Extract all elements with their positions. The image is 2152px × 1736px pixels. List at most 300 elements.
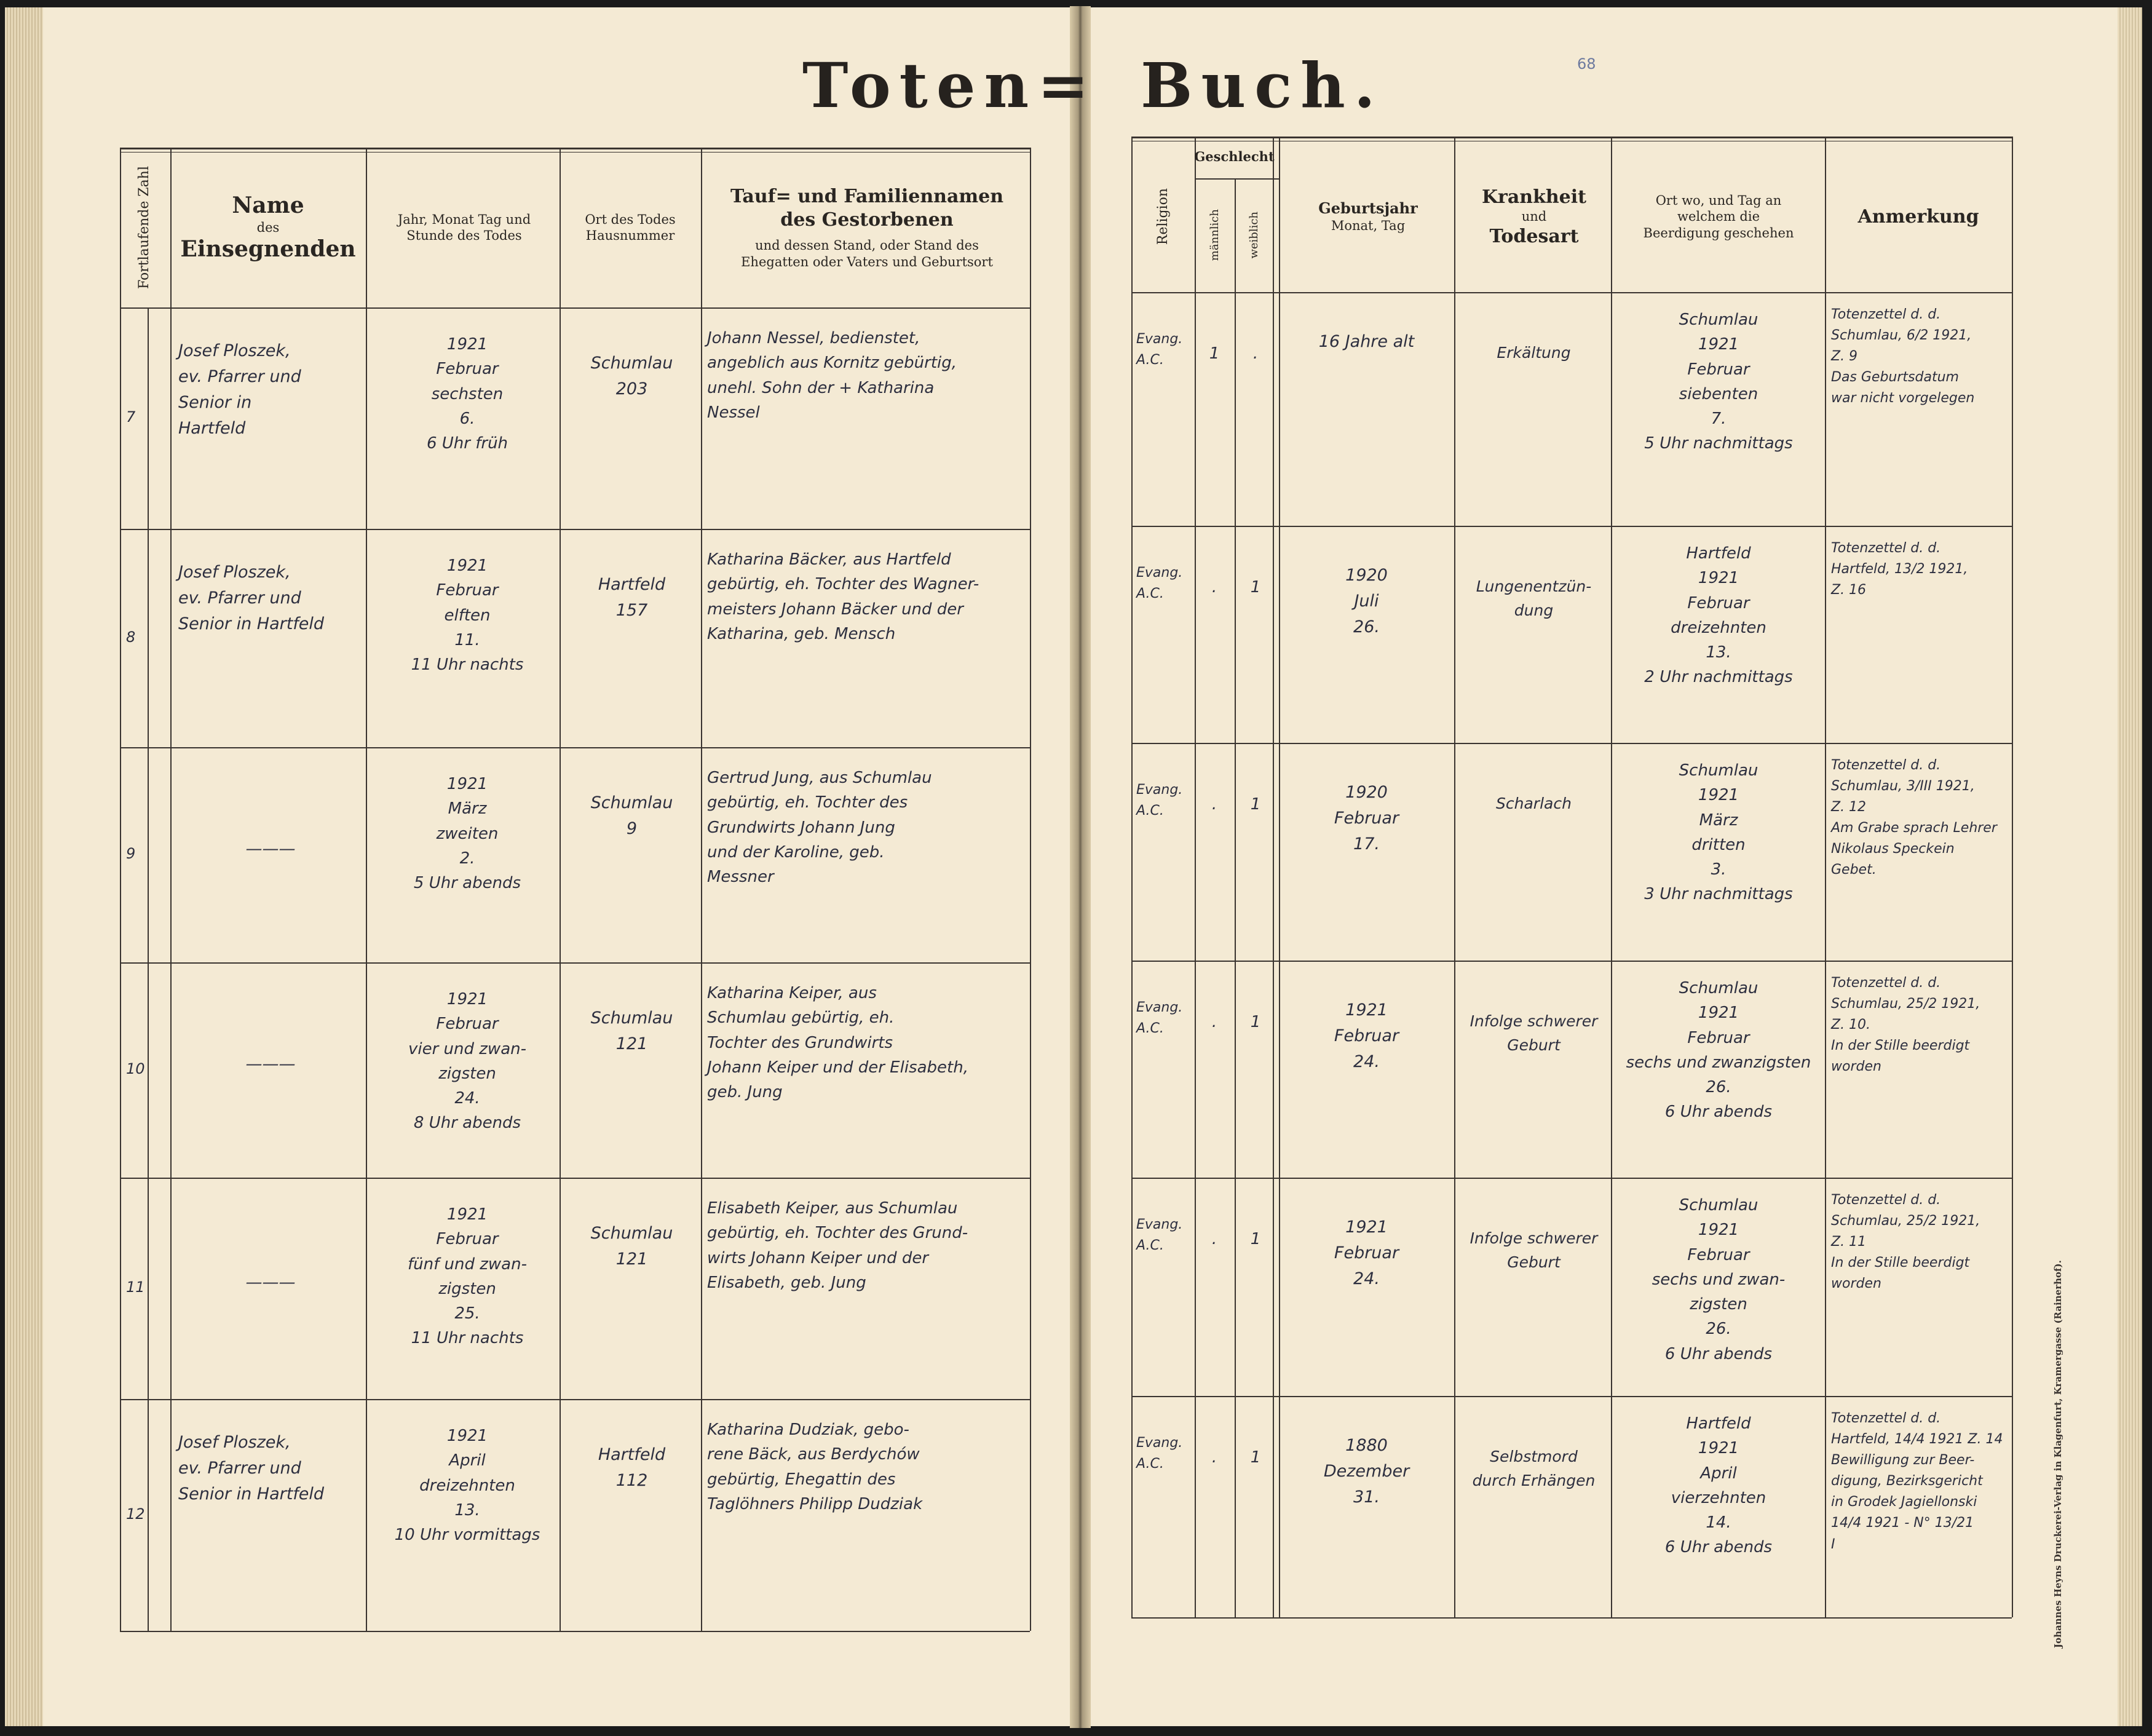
deceased-details-line: Taglöhners Philipp Dudziak (707, 1494, 923, 1513)
officiant-name (178, 1430, 363, 1507)
death-date-line: Februar (436, 360, 499, 379)
birth-date-line: Dezember (1323, 1461, 1410, 1481)
remarks-line: Z. 16 (1831, 582, 1867, 598)
birth-date-line: Juli (1354, 591, 1379, 611)
religion (1136, 780, 1192, 822)
sex-male (1196, 1445, 1233, 1470)
burial-line: April (1700, 1464, 1737, 1483)
officiant-name-line: ev. Pfarrer und (178, 367, 301, 386)
death-place (566, 351, 698, 402)
death-date (378, 987, 556, 1136)
burial-line: Hartfeld (1686, 544, 1751, 563)
birth-date-line: 1920 (1345, 783, 1388, 802)
header-birth-sub: Monat, Tag (1331, 218, 1406, 234)
remarks-line: Z. 12 (1831, 799, 1867, 815)
row-number (126, 1058, 144, 1080)
row-divider-line (1131, 961, 2012, 962)
burial-line: Februar (1687, 593, 1750, 612)
officiant-name (178, 560, 363, 637)
illness-line: dung (1514, 601, 1554, 619)
death-date-line: 8 Uhr abends (413, 1114, 521, 1133)
birth-date-line: 26. (1353, 617, 1380, 636)
birth-date-line: Februar (1334, 808, 1399, 828)
officiant-name-line: Hartfeld (178, 418, 246, 438)
birth-date (1282, 1433, 1451, 1510)
deceased-details (707, 1196, 1027, 1295)
column-divider-line (170, 148, 172, 1631)
burial-line: 1921 (1698, 1439, 1739, 1458)
death-date-line: Februar (436, 1230, 499, 1249)
remarks-line: war nicht vorgelegen (1831, 390, 1975, 406)
burial-line: 3 Uhr nachmittags (1644, 885, 1793, 904)
deceased-details (707, 326, 1027, 425)
sex-male-line: 1 (1209, 344, 1220, 363)
illness-line: Selbstmord (1490, 1448, 1578, 1465)
deceased-details-line: Katharina Bäcker, aus Hartfeld (707, 550, 951, 569)
death-date-line: 11 Uhr nachts (411, 656, 524, 675)
sex-female (1237, 575, 1274, 600)
sex-male-line: . (1211, 1448, 1217, 1467)
death-date-line: dreizehnten (419, 1476, 515, 1495)
death-place-line: 157 (615, 600, 648, 620)
death-place (566, 1442, 698, 1494)
sex-female (1237, 1227, 1274, 1251)
remarks (1831, 538, 2011, 601)
death-date-line: 13. (454, 1500, 480, 1520)
burial-line: 1921 (1698, 1221, 1739, 1240)
header-sex (1196, 138, 1273, 175)
printer-imprint: Johannes Heyns Druckerei-Verlag in Klagenfurt, Kramergasse (Rainerhof). (2052, 1260, 2063, 1648)
officiant-name-line: ——— (245, 1273, 296, 1292)
death-date-line: 1921 (446, 1427, 488, 1445)
death-date (378, 553, 556, 677)
remarks (1831, 755, 2011, 881)
remarks (1831, 1190, 2011, 1294)
column-divider-line (560, 148, 561, 1631)
illness (1458, 1010, 1609, 1058)
religion-line: Evang. (1136, 1435, 1183, 1451)
deceased-details (707, 547, 1027, 646)
header-burial (1614, 141, 1823, 292)
religion-line: Evang. (1136, 1000, 1183, 1015)
burial (1614, 1193, 1823, 1366)
header-officiant-of: des (256, 220, 280, 235)
number-inner-line (148, 307, 149, 1631)
remarks-line: Z. 10. (1831, 1017, 1871, 1033)
death-place-line: 203 (615, 379, 648, 398)
deceased-details (707, 766, 1027, 889)
death-date-line: sechsten (431, 384, 504, 403)
row-number (126, 842, 144, 865)
column-divider-line (1030, 148, 1031, 1631)
header-religion-text: Religion (1155, 188, 1171, 245)
remarks-line: Hartfeld, 14/4 1921 Z. 14 (1831, 1432, 2003, 1448)
burial-line: Februar (1687, 1028, 1750, 1047)
officiant-name (178, 1270, 363, 1296)
deceased-details-line: gebürtig, eh. Tochter des Grund- (707, 1224, 968, 1243)
deceased-details-line: Johann Nessel, bedienstet, (707, 329, 920, 347)
header-deceased-desc: und dessen Stand, oder Stand des Ehegatten oder Vaters und Geburtsort (741, 238, 993, 269)
burial-line: 6 Uhr abends (1664, 1538, 1773, 1557)
birth-date (1282, 997, 1451, 1075)
header-remarks (1826, 141, 2011, 292)
header-burial-text: Ort wo, und Tag an welchem die Beerdigung geschehen (1643, 193, 1794, 240)
row-number-line: 10 (126, 1060, 145, 1077)
death-date (378, 1202, 556, 1351)
illness-line: Infolge schwerer (1470, 1229, 1598, 1247)
column-divider-line (701, 148, 702, 1631)
officiant-name-line: Senior in (178, 392, 252, 412)
deceased-details-line: angeblich aus Kornitz gebürtig, (707, 354, 957, 373)
death-place (566, 572, 698, 624)
row-divider-line (1131, 1396, 2012, 1397)
burial-line: sechs und zwan- (1652, 1270, 1786, 1289)
death-date-line: 6 Uhr früh (426, 434, 508, 453)
death-place-line: Schumlau (590, 793, 673, 812)
remarks (1831, 1408, 2011, 1555)
religion-line: A.C. (1136, 803, 1164, 819)
burial-line: Schumlau (1679, 1196, 1758, 1215)
death-place-line: Schumlau (590, 1009, 673, 1028)
deceased-details-line: Nessel (707, 403, 760, 422)
header-illness-und: und (1521, 209, 1547, 224)
death-date-line: 1921 (446, 557, 488, 575)
sex-male (1196, 1227, 1233, 1251)
sex-male (1196, 575, 1233, 600)
officiant-name-line: Josef Ploszek, (178, 1433, 291, 1452)
remarks (1831, 304, 2011, 409)
deceased-details-line: Katharina Dudziak, gebo- (707, 1421, 909, 1439)
row-number-line: 8 (126, 628, 136, 646)
remarks-line: Schumlau, 3/III 1921, (1831, 779, 1975, 795)
illness-line: Erkältung (1497, 344, 1571, 362)
remarks (1831, 973, 2011, 1077)
death-place-line: Schumlau (590, 354, 673, 373)
burial-line: 1921 (1698, 335, 1739, 354)
row-number (126, 1276, 144, 1299)
religion-line: Evang. (1136, 782, 1183, 798)
officiant-name-line: Josef Ploszek, (178, 341, 291, 360)
row-number (126, 406, 144, 429)
remarks-line: Z. 11 (1831, 1234, 1867, 1250)
burial-line: 5 Uhr nachmittags (1644, 434, 1793, 453)
column-divider-line (1611, 137, 1612, 1617)
illness-line: Lungenentzün- (1476, 577, 1592, 595)
sex-male-line: . (1211, 1230, 1217, 1248)
sex-female-line: 1 (1250, 1013, 1261, 1031)
header-deceased (704, 148, 1030, 307)
officiant-name-line: ——— (245, 1055, 296, 1074)
remarks-line: worden (1831, 1059, 1881, 1075)
header-birth-title: Geburtsjahr (1318, 199, 1418, 218)
deceased-details-line: Katharina, geb. Mensch (707, 624, 896, 643)
sex-female (1237, 1010, 1274, 1034)
burial (1614, 541, 1823, 690)
burial-line: 6 Uhr abends (1664, 1103, 1773, 1122)
sex-female-line: 1 (1250, 1230, 1261, 1248)
deceased-details-line: und der Karoline, geb. (707, 842, 885, 862)
row-number-line: 11 (126, 1278, 145, 1296)
header-death-time-text: Jahr, Monat Tag und Stunde des Todes (397, 212, 531, 243)
burial-line: 26. (1706, 1078, 1731, 1097)
header-illness (1457, 141, 1611, 292)
remarks-line: Totenzettel d. d. (1831, 1192, 1941, 1208)
death-date (378, 772, 556, 895)
officiant-name-line: ——— (245, 839, 296, 858)
remarks-line: Hartfeld, 13/2 1921, (1831, 561, 1968, 577)
death-place-line: Schumlau (590, 1224, 673, 1243)
header-deceased-sub: des Gestorbenen (780, 208, 954, 231)
illness (1458, 575, 1609, 623)
burial (1614, 758, 1823, 907)
deceased-details-line: Katharina Keiper, aus (707, 984, 877, 1002)
illness-line: Geburt (1507, 1036, 1561, 1054)
illness-line: durch Erhängen (1472, 1471, 1596, 1489)
officiant-name-line: ev. Pfarrer und (178, 1458, 301, 1478)
burial-line: 1921 (1698, 1004, 1739, 1023)
remarks-line: in Grodek Jagiellonski (1831, 1494, 1977, 1510)
birth-date-line: 24. (1353, 1052, 1380, 1071)
burial-line: 3. (1711, 860, 1727, 879)
deceased-details-line: geb. Jung (707, 1083, 783, 1102)
header-illness-title: Krankheit (1481, 186, 1587, 208)
burial-line: Februar (1687, 360, 1750, 379)
sex-female (1237, 341, 1274, 366)
remarks-line: In der Stille beerdigt (1831, 1038, 1970, 1054)
burial-line: März (1699, 811, 1738, 830)
remarks-line: Totenzettel d. d. (1831, 1411, 1941, 1426)
birth-date-line: 1921 (1345, 1001, 1388, 1020)
deceased-details-line: Schumlau gebürtig, eh. (707, 1009, 895, 1028)
column-divider-line (1454, 137, 1455, 1617)
birth-date-line: Februar (1334, 1243, 1399, 1262)
remarks-line: Bewilligung zur Beer- (1831, 1453, 1975, 1468)
deceased-details-line: unehl. Sohn der + Katharina (707, 378, 935, 397)
illness (1458, 1227, 1609, 1275)
deceased-details-line: Johann Keiper und der Elisabeth, (707, 1058, 968, 1077)
row-number (126, 626, 144, 649)
sex-female (1237, 1445, 1274, 1470)
religion-line: A.C. (1136, 586, 1164, 602)
column-divider-line (2012, 137, 2013, 1617)
deceased-details-line: gebürtig, eh. Tochter des (707, 793, 908, 812)
burial-line: vierzehnten (1671, 1488, 1766, 1507)
religion (1136, 1433, 1192, 1475)
religion-line: A.C. (1136, 1238, 1164, 1254)
column-divider-line (366, 148, 367, 1631)
deceased-details-line: rene Bäck, aus Berdychów (707, 1445, 920, 1464)
officiant-name-line: ev. Pfarrer und (178, 588, 301, 608)
header-male-text: männlich (1208, 209, 1222, 261)
remarks-line: I (1831, 1536, 1835, 1552)
illness (1458, 341, 1609, 365)
row-divider-line (1131, 1178, 2012, 1179)
birth-date-line: 31. (1353, 1487, 1380, 1507)
sex-column-divider (1235, 178, 1236, 1617)
death-date-line: 6. (459, 409, 475, 428)
deceased-details-line: gebürtig, eh. Tochter des Wagner- (707, 575, 979, 594)
row-divider-line (1131, 743, 2012, 744)
deceased-details-line: Elisabeth Keiper, aus Schumlau (707, 1199, 958, 1218)
remarks-line: Schumlau, 25/2 1921, (1831, 996, 1980, 1012)
officiant-name (178, 338, 363, 441)
illness-line: Geburt (1507, 1253, 1561, 1271)
sex-male-line: . (1211, 795, 1217, 814)
death-date-line: 25. (454, 1304, 480, 1323)
column-divider-line (1825, 137, 1826, 1617)
illness (1458, 792, 1609, 816)
death-date-line: zweiten (436, 824, 499, 843)
header-officiant-title: Name (232, 192, 304, 218)
death-date (378, 1424, 556, 1547)
religion-line: Evang. (1136, 331, 1183, 347)
death-date-line: elften (444, 606, 491, 625)
burial-line: dritten (1691, 835, 1746, 854)
row-number-line: 7 (126, 408, 136, 426)
remarks-line: Z. 9 (1831, 349, 1858, 365)
burial-line: sechs und zwanzigsten (1626, 1053, 1811, 1072)
sex-female-line: 1 (1250, 795, 1261, 814)
death-place-line: Hartfeld (598, 575, 666, 594)
remarks-line: Gebet. (1831, 862, 1877, 878)
header-place (563, 148, 698, 307)
birth-date-line: 1920 (1345, 566, 1388, 585)
sex-female (1237, 792, 1274, 817)
burial-line: zigsten (1690, 1295, 1747, 1314)
title-left: Toten= (802, 49, 1098, 122)
deceased-details-line: gebürtig, Ehegattin des (707, 1470, 896, 1489)
death-date-line: 11 Uhr nachts (411, 1329, 524, 1348)
deceased-details-line: Gertrud Jung, aus Schumlau (707, 769, 932, 787)
remarks-line: Totenzettel d. d. (1831, 541, 1941, 556)
sex-male (1196, 1010, 1233, 1034)
burial-line: 14. (1706, 1513, 1731, 1532)
page-number: 68 (1577, 55, 1596, 73)
illness (1458, 1445, 1609, 1493)
row-divider-line (120, 1399, 1030, 1400)
birth-date (1282, 780, 1451, 857)
header-number-text: Fortlaufende Zahl (136, 165, 152, 290)
death-date-line: vier und zwan- (408, 1039, 526, 1058)
officiant-name-line: Senior in Hartfeld (178, 614, 325, 633)
birth-date (1282, 1215, 1451, 1292)
deceased-details (707, 1417, 1027, 1516)
title-right: Buch. (1141, 49, 1384, 122)
header-death-time (372, 148, 556, 307)
religion-line: Evang. (1136, 1217, 1183, 1232)
death-date-line: 11. (454, 630, 480, 649)
birth-date-line: 16 Jahre alt (1318, 332, 1415, 351)
header-female (1236, 178, 1273, 292)
death-date-line: Februar (436, 1015, 499, 1034)
religion-line: A.C. (1136, 1021, 1164, 1037)
page-stack-edge (5, 7, 43, 1726)
death-date-line: April (449, 1451, 486, 1470)
death-place-line: Hartfeld (598, 1445, 666, 1464)
death-date-line: März (448, 799, 487, 818)
remarks-line: Totenzettel d. d. (1831, 307, 1941, 322)
header-officiant-sub: Einsegnenden (180, 236, 356, 263)
death-date-line: zigsten (438, 1064, 496, 1083)
header-remarks-text: Anmerkung (1857, 205, 1979, 228)
religion-line: Evang. (1136, 565, 1183, 581)
burial-line: 1921 (1698, 786, 1739, 805)
row-number-line: 12 (126, 1505, 145, 1523)
remarks-line: Schumlau, 6/2 1921, (1831, 328, 1972, 344)
birth-date-line: 24. (1353, 1269, 1380, 1288)
deceased-details-line: Elisabeth, geb. Jung (707, 1273, 866, 1292)
burial-line: 6 Uhr abends (1664, 1344, 1773, 1363)
burial-line: siebenten (1679, 384, 1758, 403)
death-date-line: 1921 (446, 775, 488, 793)
illness-line: Scharlach (1496, 795, 1572, 812)
header-illness-sub: Todesart (1489, 225, 1579, 247)
header-place-text: Ort des Todes Hausnummer (585, 212, 676, 243)
burial-line: Schumlau (1679, 979, 1758, 997)
officiant-name-line: Josef Ploszek, (178, 563, 291, 582)
burial-line: Schumlau (1679, 311, 1758, 329)
row-divider-line (120, 529, 1030, 530)
birth-date (1282, 563, 1451, 640)
remarks-line: In der Stille beerdigt (1831, 1255, 1970, 1271)
burial-line: 7. (1711, 410, 1727, 429)
death-date (378, 332, 556, 456)
page-stack-edge-right (2118, 7, 2142, 1726)
death-date-line: 2. (459, 849, 475, 868)
officiant-name (178, 836, 363, 862)
burial-line: dreizehnten (1671, 618, 1766, 637)
row-divider-line (120, 307, 1030, 309)
birth-date-line: Februar (1334, 1026, 1399, 1045)
death-place-line: 9 (626, 818, 638, 838)
death-date-line: 1921 (446, 990, 488, 1009)
deceased-details-line: wirts Johann Keiper und der (707, 1248, 929, 1267)
sex-male (1196, 792, 1233, 817)
column-divider-line (120, 148, 121, 1631)
religion (1136, 997, 1192, 1039)
burial (1614, 307, 1823, 456)
row-divider-line (120, 1178, 1030, 1179)
deceased-details-line: Tochter des Grundwirts (707, 1033, 893, 1052)
death-date-line: 10 Uhr vormittags (394, 1526, 540, 1545)
death-date-line: 5 Uhr abends (413, 874, 521, 893)
religion-line: A.C. (1136, 352, 1164, 368)
sex-female-line: 1 (1250, 578, 1261, 597)
deceased-details (707, 981, 1027, 1104)
religion (1136, 1215, 1192, 1256)
sex-male-line: . (1211, 578, 1217, 597)
illness-line: Infolge schwerer (1470, 1012, 1598, 1030)
death-place (566, 1005, 698, 1057)
remarks-line: Am Grabe sprach Lehrer (1831, 820, 1997, 836)
row-divider-line (1131, 526, 2012, 527)
death-place (566, 790, 698, 842)
burial-line: Schumlau (1679, 761, 1758, 780)
remarks-line: digung, Bezirksgericht (1831, 1473, 1983, 1489)
sex-female-line: 1 (1250, 1448, 1261, 1467)
header-number (120, 148, 169, 307)
birth-date-line: 1880 (1345, 1436, 1388, 1455)
death-place (566, 1221, 698, 1272)
officiant-name-line: Senior in Hartfeld (178, 1484, 325, 1504)
header-officiant (170, 148, 366, 307)
religion (1136, 563, 1192, 604)
deceased-details-line: meisters Johann Bäcker und der (707, 600, 963, 619)
remarks-line: worden (1831, 1276, 1881, 1292)
burial-line: Hartfeld (1686, 1414, 1751, 1433)
death-place-line: 112 (615, 1470, 648, 1490)
header-religion (1133, 141, 1194, 292)
